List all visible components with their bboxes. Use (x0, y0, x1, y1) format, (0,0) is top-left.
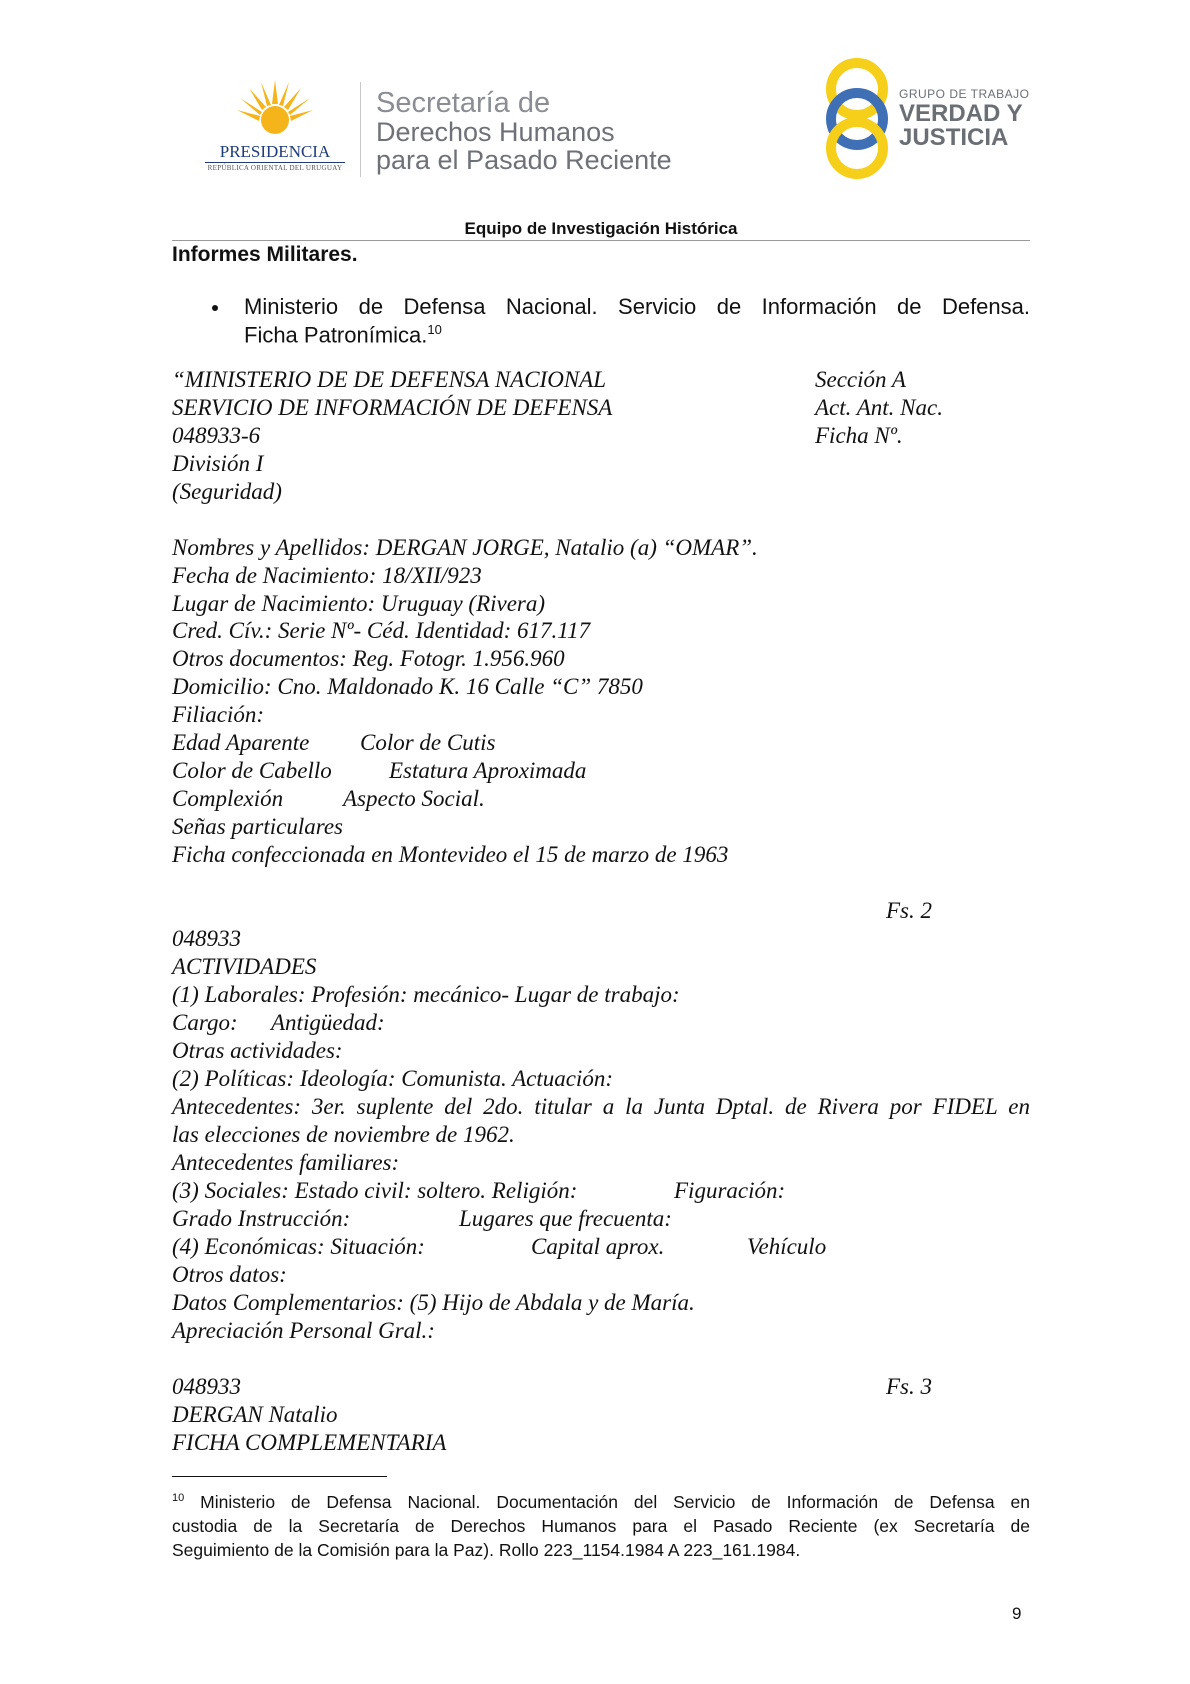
grupo-small-text: GRUPO DE TRABAJO (899, 87, 1030, 101)
doc-line-confeccionada: Ficha confeccionada en Montevideo el 15 de marzo de 1963 (172, 842, 729, 867)
bullet-line-2-text: Ficha Patronímica. (244, 322, 428, 348)
doc-line-cred-civ: Cred. Cív.: Serie Nº- Céd. Identidad: 617.117 (172, 618, 591, 643)
footnote-text-1: Ministerio de Defensa Nacional. Documentación del Servicio de Información de Defensa en (200, 1491, 1030, 1512)
section-title: Informes Militares. (172, 243, 358, 266)
doc-right-header-1: Sección A (815, 367, 906, 392)
doc-line-complementarios: Datos Complementarios: (5) Hijo de Abdala y de María. (172, 1290, 695, 1315)
footnote-line-3: Seguimiento de la Comisión para la Paz). Rollo 223_1154.1984 A 223_161.1984. (172, 1539, 801, 1560)
doc-filiacion-1a: Edad Aparente (172, 730, 310, 755)
doc-filiacion-1b: Color de Cutis (360, 730, 496, 755)
verdad-justicia-logo (822, 55, 1032, 185)
doc-right-header-2: Act. Ant. Nac. (815, 395, 943, 420)
doc-block3-title: FICHA COMPLEMENTARIA (172, 1430, 447, 1455)
doc-left-header-1: “MINISTERIO DE DE DEFENSA NACIONAL (172, 367, 607, 392)
doc-line-antiguedad: Antigüedad: (271, 1010, 385, 1035)
doc-left-header-2: SERVICIO DE INFORMACIÓN DE DEFENSA (172, 395, 613, 420)
doc-line-sociales: (3) Sociales: Estado civil: soltero. Religión: (172, 1178, 578, 1203)
footnote (172, 1486, 1030, 1562)
doc-line-filiacion: Filiación: (172, 702, 264, 727)
team-heading: Equipo de Investigación Histórica (464, 219, 738, 238)
footnote-line-2: custodia de la Secretaría de Derechos Humanos para el Pasado Reciente (ex Secretaría de (172, 1515, 1030, 1536)
doc-filiacion-2a: Color de Cabello (172, 758, 332, 783)
doc-line-antecedentes-1: Antecedentes: 3er. suplente del 2do. titular a la Junta Dptal. de Rivera por FIDEL en (172, 1094, 1030, 1119)
secretaria-line-3: para el Pasado Reciente (376, 145, 672, 175)
bullet-line-1: Ministerio de Defensa Nacional. Servicio de Información de Defensa. (244, 294, 1030, 319)
secretaria-line-1: Secretaría de (376, 87, 551, 119)
bullet-line-2 (244, 322, 442, 348)
doc-left-header-4: División I (172, 451, 264, 476)
doc-left-header-3: 048933-6 (172, 423, 261, 448)
presidencia-name: PRESIDENCIA (219, 142, 331, 161)
footnote-ref[interactable]: 10 (427, 322, 442, 337)
doc-line-lugar-nacimiento: Lugar de Nacimiento: Uruguay (Rivera) (172, 591, 546, 616)
secretaria-line-2: Derechos Humanos (376, 117, 615, 147)
footnote-number: 10 (172, 1492, 185, 1504)
doc-block2-number: 048933 (172, 926, 241, 951)
doc-fs3: Fs. 3 (886, 1374, 932, 1399)
doc-line-apreciacion: Apreciación Personal Gral.: (172, 1318, 435, 1343)
doc-line-fecha-nacimiento: Fecha de Nacimiento: 18/XII/923 (172, 563, 482, 588)
secretaria-logo-text (376, 88, 672, 174)
doc-line-otros-datos: Otros datos: (172, 1262, 287, 1287)
doc-line-domicilio: Domicilio: Cno. Maldonado K. 16 Calle “C” 7850 (172, 674, 643, 699)
doc-line-vehiculo: Vehículo (747, 1234, 827, 1259)
grupo-big-text-1: VERDAD Y (899, 100, 1023, 127)
rings-icon (822, 55, 892, 180)
doc-line-senas: Señas particulares (172, 814, 343, 839)
sun-icon (235, 78, 315, 140)
doc-filiacion-3a: Complexión (172, 786, 284, 811)
doc-line-lugares: Lugares que frecuenta: (459, 1206, 672, 1231)
doc-block2-title: ACTIVIDADES (172, 954, 317, 979)
doc-left-header-5: (Seguridad) (172, 479, 282, 504)
bullet-dot (212, 305, 218, 311)
presidencia-subtitle: REPÚBLICA ORIENTAL DEL URUGUAY (207, 164, 343, 172)
doc-line-politicas: (2) Políticas: Ideología: Comunista. Actuación: (172, 1066, 613, 1091)
doc-line-otras-actividades: Otras actividades: (172, 1038, 343, 1063)
doc-block3-name: DERGAN Natalio (172, 1402, 338, 1427)
doc-line-nombres: Nombres y Apellidos: DERGAN JORGE, Natalio (a) “OMAR”. (172, 535, 758, 560)
footnote-line-1 (172, 1486, 1030, 1514)
doc-line-cargo: Cargo: (172, 1010, 238, 1035)
logo-separator (360, 82, 361, 177)
doc-line-grado: Grado Instrucción: (172, 1206, 351, 1231)
doc-line-otros-documentos: Otros documentos: Reg. Fotogr. 1.956.960 (172, 646, 565, 671)
doc-block3-number: 048933 (172, 1374, 241, 1399)
doc-line-economicas: (4) Económicas: Situación: (172, 1234, 425, 1259)
page-number: 9 (1012, 1604, 1022, 1623)
doc-line-laborales: (1) Laborales: Profesión: mecánico- Lugar de trabajo: (172, 982, 680, 1007)
presidencia-divider (205, 162, 345, 163)
doc-line-familiares: Antecedentes familiares: (172, 1150, 400, 1175)
grupo-big-text-2: JUSTICIA (899, 124, 1009, 151)
doc-line-antecedentes-2: las elecciones de noviembre de 1962. (172, 1122, 515, 1147)
doc-right-header-3: Ficha Nº. (815, 423, 903, 448)
doc-line-capital: Capital aprox. (531, 1234, 665, 1259)
doc-line-figuracion: Figuración: (674, 1178, 786, 1203)
footnote-separator (172, 1476, 387, 1477)
header-rule (172, 240, 1030, 241)
doc-filiacion-3b: Aspecto Social. (343, 786, 485, 811)
presidencia-logo (195, 78, 355, 178)
doc-fs2: Fs. 2 (886, 898, 932, 923)
doc-filiacion-2b: Estatura Aproximada (389, 758, 587, 783)
